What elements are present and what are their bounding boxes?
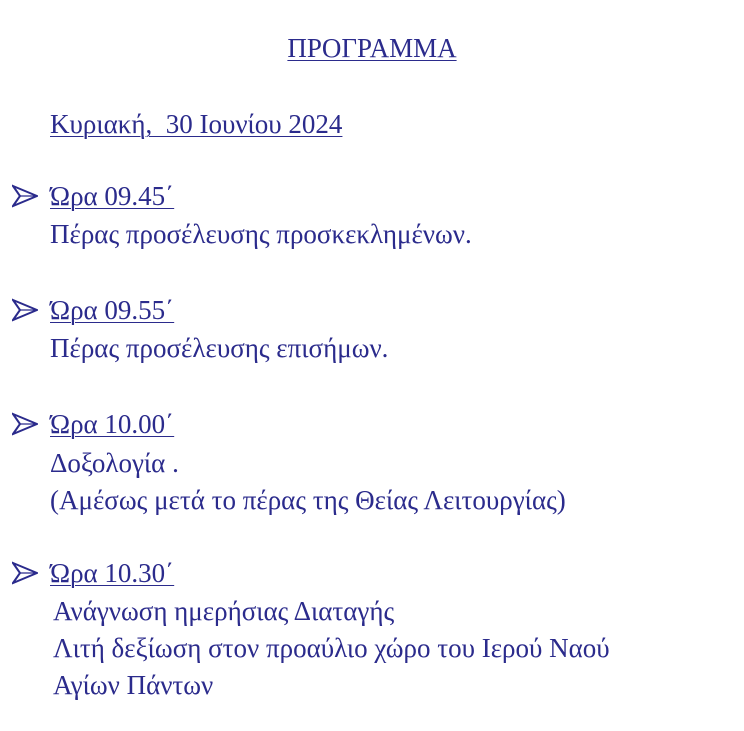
program-title: ΠΡΟΓΡΑΜΜΑ [287,33,457,63]
entry-description: Δοξολογία . [50,448,179,478]
entry-description: Ανάγνωση ημερήσιας Διαταγής [53,596,395,626]
arrow-bullet-icon [12,561,38,585]
arrow-bullet-icon [12,184,38,208]
entry-description: Λιτή δεξίωση στον προαύλιο χώρο του Ιερού Ναού [53,633,610,663]
entry-description: (Αμέσως μετά το πέρας της Θείας Λειτουργίας) [50,485,566,515]
arrow-bullet-icon [12,412,38,436]
entry-description: Αγίων Πάντων [53,670,214,700]
entry-time: Ώρα 10.30΄ [50,558,175,588]
event-date: Κυριακή, 30 Ιουνίου 2024 [50,109,343,139]
entry-time: Ώρα 10.00΄ [50,409,175,439]
arrow-bullet-icon [12,298,38,322]
entry-description: Πέρας προσέλευσης προσκεκλημένων. [50,219,472,249]
entry-description: Πέρας προσέλευσης επισήμων. [50,333,389,363]
entry-time: Ώρα 09.45΄ [50,181,175,211]
entry-time: Ώρα 09.55΄ [50,295,175,325]
